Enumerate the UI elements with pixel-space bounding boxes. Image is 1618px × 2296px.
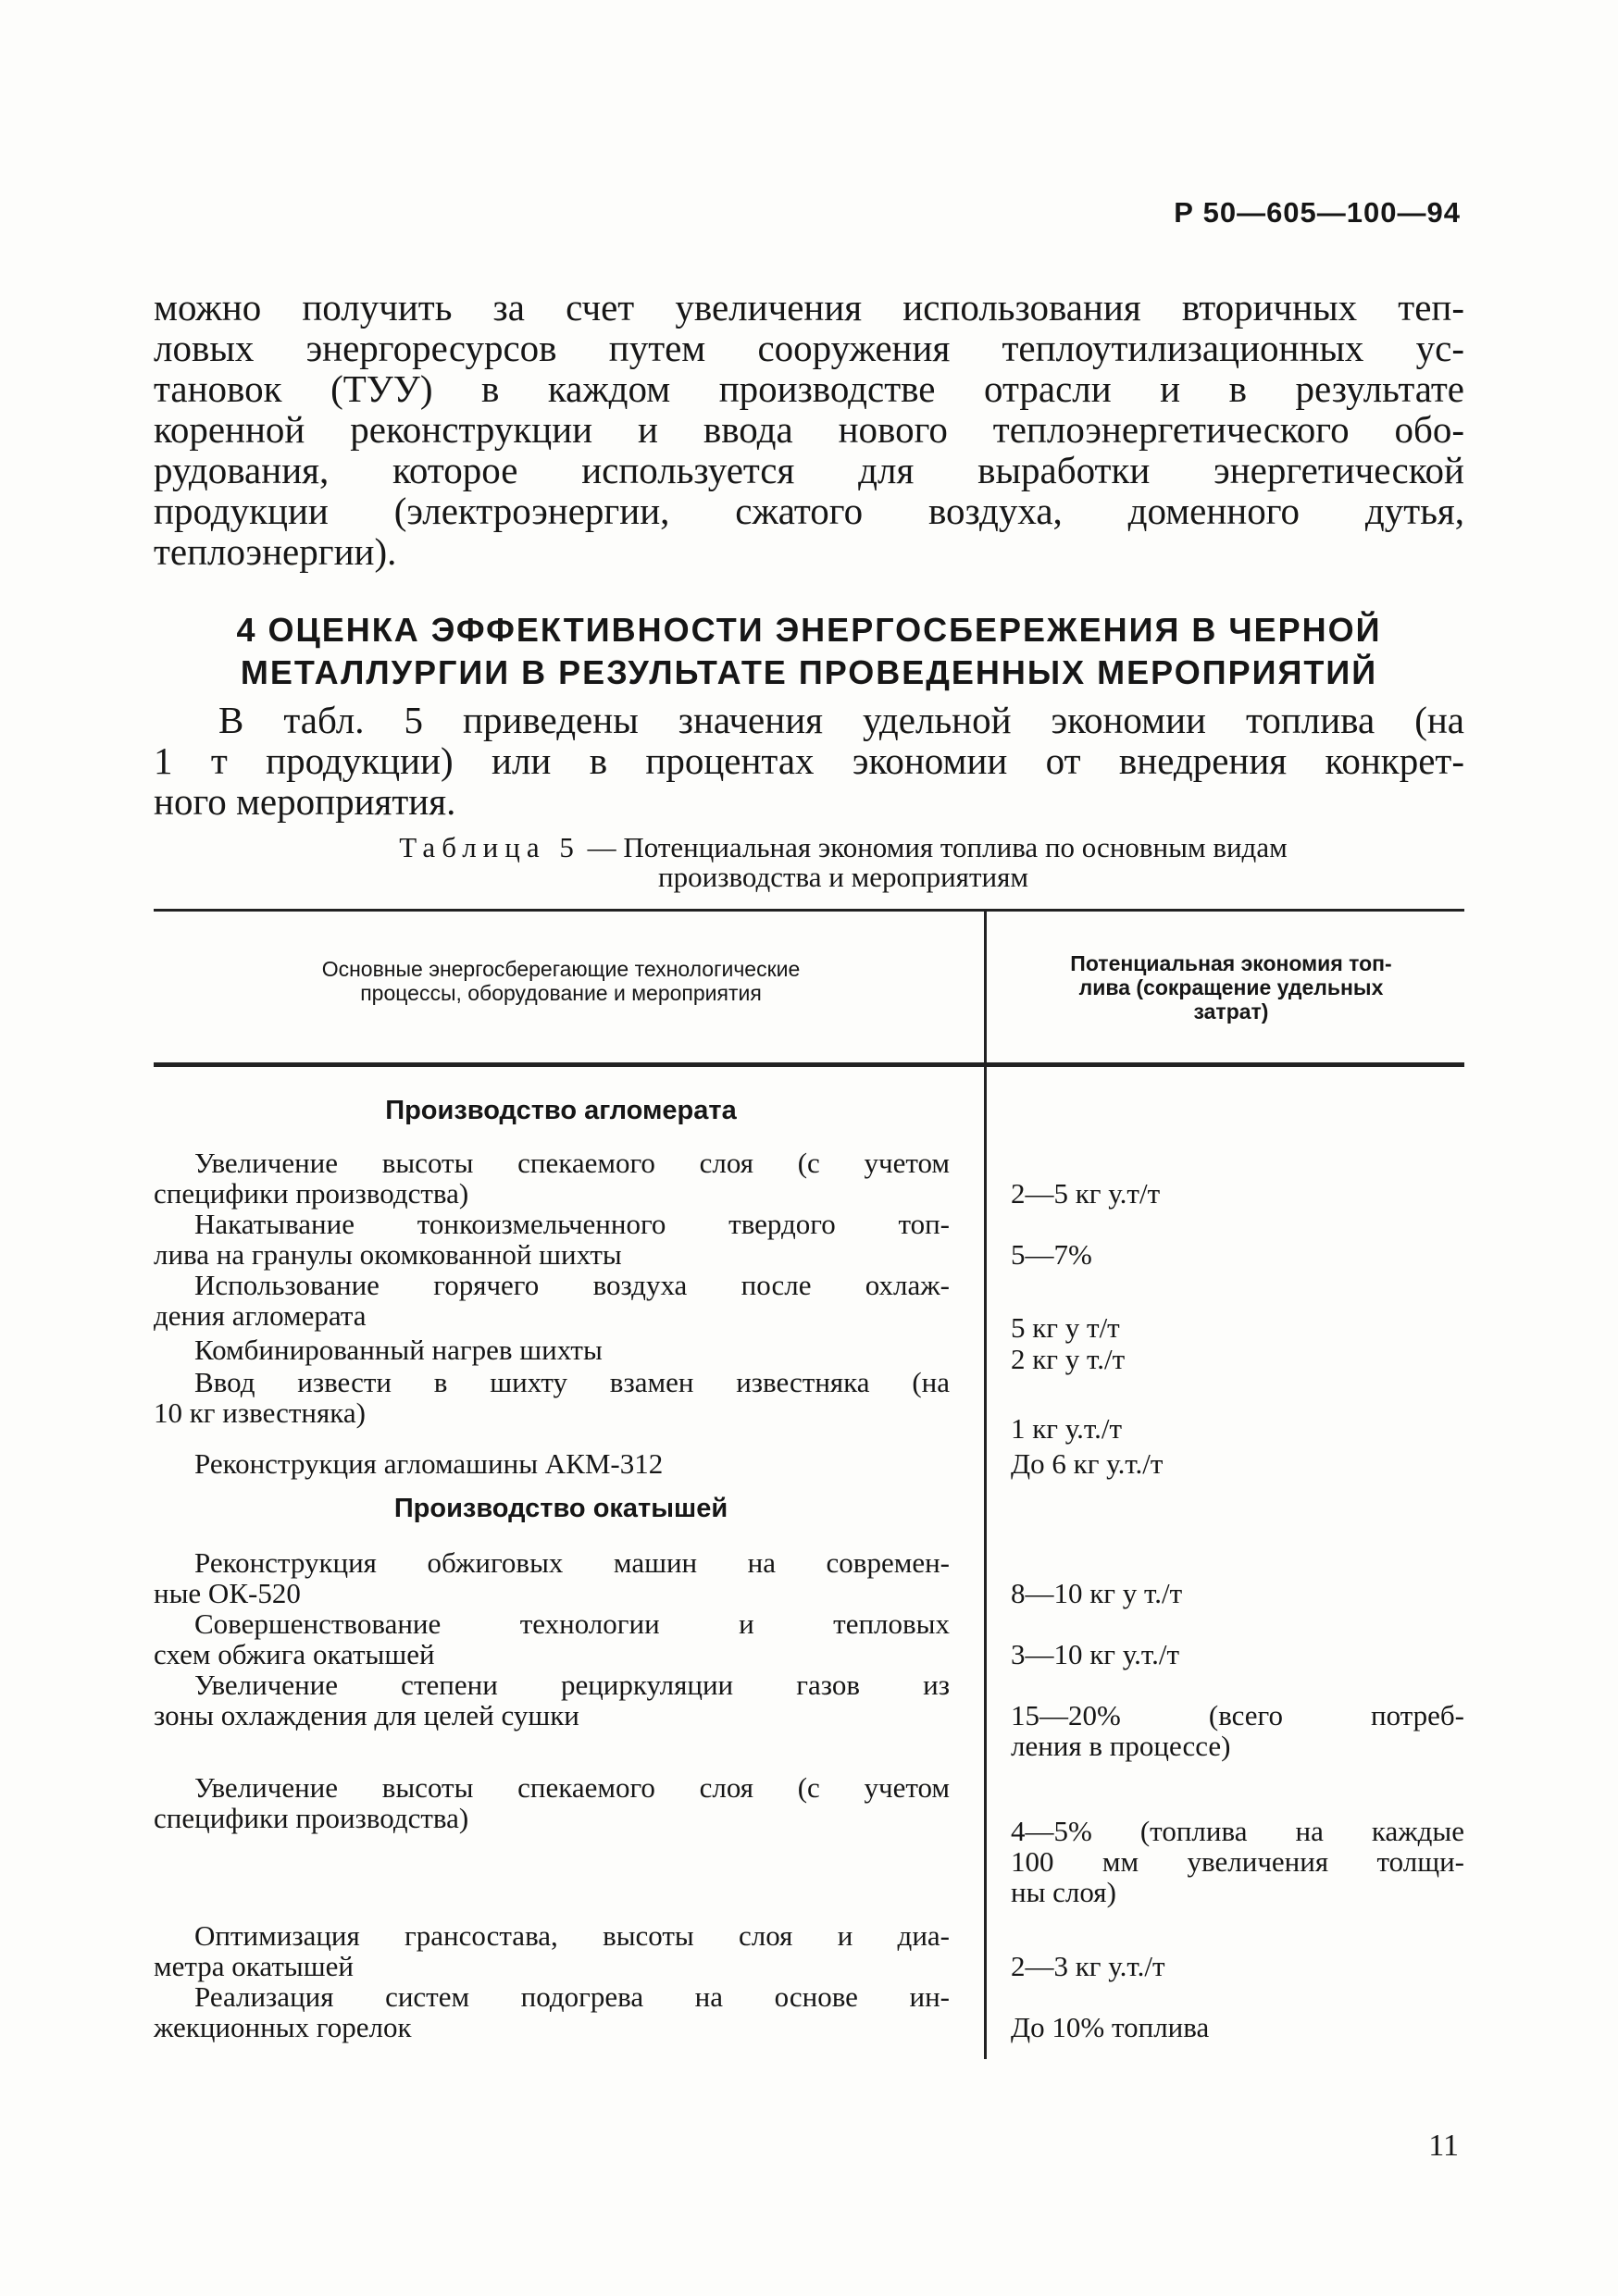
cell-line: 15—20% (всего потреб- (1011, 1699, 1464, 1731)
section-heading (154, 609, 1464, 694)
header-line: Основные энергосберегающие технологические (321, 957, 801, 981)
intro-paragraph (154, 287, 1464, 572)
page-number: 11 (1428, 2128, 1459, 2163)
cell-line: схем обжига окатышей (154, 1638, 435, 1670)
table-row-saving (1011, 1312, 1464, 1343)
cell-line: Увеличение высоты спекаемого слоя (с учетом (194, 1771, 950, 1804)
table-row-saving (1011, 1639, 1464, 1669)
cell-line: 2 кг у т./т (1011, 1343, 1126, 1375)
cell-line: Накатывание тонкоизмельченного твердого топ- (194, 1208, 950, 1240)
cell-line: ные ОК-520 (154, 1577, 301, 1609)
cell-line: 100 мм увеличения толщи- (1011, 1845, 1464, 1878)
text-line: можно получить за счет увеличения использования вторичных теп- (154, 286, 1464, 329)
cell-line: метра окатышей (154, 1950, 354, 1982)
table-row-saving (1011, 2012, 1464, 2042)
cell-line: Реконструкция агломашины АКМ-312 (194, 1447, 664, 1480)
cell-line: Реконструкция обжиговых машин на современ- (194, 1546, 950, 1579)
header-line: затрат) (1193, 999, 1269, 1024)
cell-line: 5 кг у т/т (1011, 1311, 1120, 1344)
heading-line: 4 ОЦЕНКА ЭФФЕКТИВНОСТИ ЭНЕРГОСБЕРЕЖЕНИЯ В ЧЕРНОЙ (236, 611, 1382, 649)
table-caption-label: Таблица 5 (399, 831, 580, 863)
table-section-title: Производство окатышей (393, 1494, 728, 1523)
table-top-rule (154, 909, 1464, 912)
cell-line: Использование горячего воздуха после охлаж- (194, 1269, 950, 1301)
cell-line: ны слоя) (1011, 1876, 1116, 1908)
table-caption-text: — Потенциальная экономия топлива по основным видам (587, 831, 1288, 863)
table-row-saving (1011, 1448, 1464, 1479)
cell-line: дения агломерата (154, 1299, 367, 1332)
text-line: рудования, которое используется для выработки энергетической (154, 449, 1464, 491)
table-row-process (154, 1270, 950, 1331)
cell-line: До 10% топлива (1011, 2011, 1210, 2043)
cell-line: Увеличение высоты спекаемого слоя (с учетом (194, 1147, 950, 1179)
text-line: В табл. 5 приведены значения удельной экономии топлива (на (218, 699, 1464, 741)
table-row-process (154, 1334, 950, 1365)
text-line: 1 т продукции) или в процентах экономии от внедрения конкрет- (154, 739, 1464, 782)
table-row-process (154, 1547, 950, 1608)
cell-line: 3—10 кг у.т./т (1011, 1638, 1180, 1670)
text-line: тановок (ТУУ) в каждом производстве отрасли и в результате (154, 367, 1464, 410)
table-row-saving (1011, 1700, 1464, 1761)
table-caption (222, 833, 1464, 892)
cell-line: Комбинированный нагрев шихты (194, 1334, 603, 1366)
table-row-process (154, 1608, 950, 1669)
header-line: процессы, оборудование и мероприятия (360, 981, 762, 1005)
table-row-saving (1011, 1578, 1464, 1608)
header-line: Потенциальная экономия топ- (1070, 951, 1392, 975)
table-row-saving (1011, 1816, 1464, 1907)
cell-line: ления в процессе) (1011, 1730, 1231, 1762)
doc-code: Р 50—605—100—94 (1174, 196, 1461, 229)
text-line: продукции (электроэнергии, сжатого воздуха, доменного дутья, (154, 490, 1464, 532)
table-row-process (154, 1920, 950, 1981)
heading-line: МЕТАЛЛУРГИИ В РЕЗУЛЬТАТЕ ПРОВЕДЕННЫХ МЕРОПРИЯТИЙ (240, 653, 1378, 691)
table-column-divider (984, 1067, 987, 2059)
table-row-process (154, 1772, 950, 1833)
cell-line: 1 кг у.т./т (1011, 1412, 1123, 1445)
cell-line: Оптимизация грансостава, высоты слоя и диа- (194, 1919, 950, 1952)
cell-line: Увеличение степени рециркуляции газов из (194, 1669, 950, 1701)
column-header-savings (1000, 951, 1462, 1024)
table-header-rule (154, 1062, 1464, 1067)
table-row-saving (1011, 1413, 1464, 1444)
table-caption-line: производства и мероприятиям (658, 861, 1028, 893)
cell-line: 2—3 кг у.т./т (1011, 1950, 1165, 1982)
cell-line: Реализация систем подогрева на основе ин- (194, 1980, 950, 2013)
table-row-process (154, 1981, 950, 2042)
table-row-saving (1011, 1344, 1464, 1374)
table-row-process (154, 1448, 950, 1479)
text-line: коренной реконструкции и ввода нового теплоэнергетического обо- (154, 408, 1464, 451)
cell-line: Ввод извести в шихту взамен известняка (на (194, 1366, 950, 1398)
cell-line: 2—5 кг у.т/т (1011, 1177, 1161, 1210)
cell-line: жекционных горелок (154, 2011, 412, 2043)
cell-line: 4—5% (топлива на каждые (1011, 1815, 1464, 1847)
text-line: теплоэнергии). (154, 530, 397, 573)
lead-paragraph (154, 700, 1464, 822)
cell-line: 5—7% (1011, 1238, 1092, 1271)
column-header-processes (154, 957, 968, 1005)
cell-line: До 6 кг у.т./т (1011, 1447, 1164, 1480)
cell-line: зоны охлаждения для целей сушки (154, 1699, 579, 1731)
cell-line: 8—10 кг у т./т (1011, 1577, 1183, 1609)
table-row-saving (1011, 1951, 1464, 1981)
table-row-process (154, 1209, 950, 1270)
table-row-saving (1011, 1178, 1464, 1209)
cell-line: 10 кг известняка) (154, 1396, 366, 1429)
table-row-process (154, 1367, 950, 1428)
table-row-process (154, 1148, 950, 1209)
table-row-saving (1011, 1239, 1464, 1270)
cell-line: специфики производства) (154, 1177, 469, 1210)
table-row-process (154, 1669, 950, 1731)
text-line: ловых энергоресурсов путем сооружения теплоутилизационных ус- (154, 327, 1464, 369)
cell-line: лива на гранулы окомкованной шихты (154, 1238, 622, 1271)
text-line: ного мероприятия. (154, 780, 456, 823)
table-section-title: Производство агломерата (385, 1096, 737, 1125)
cell-line: Совершенствование технологии и тепловых (194, 1607, 950, 1640)
cell-line: специфики производства) (154, 1802, 469, 1834)
header-line: лива (сокращение удельных (1078, 975, 1384, 999)
table-column-divider (984, 912, 987, 1062)
